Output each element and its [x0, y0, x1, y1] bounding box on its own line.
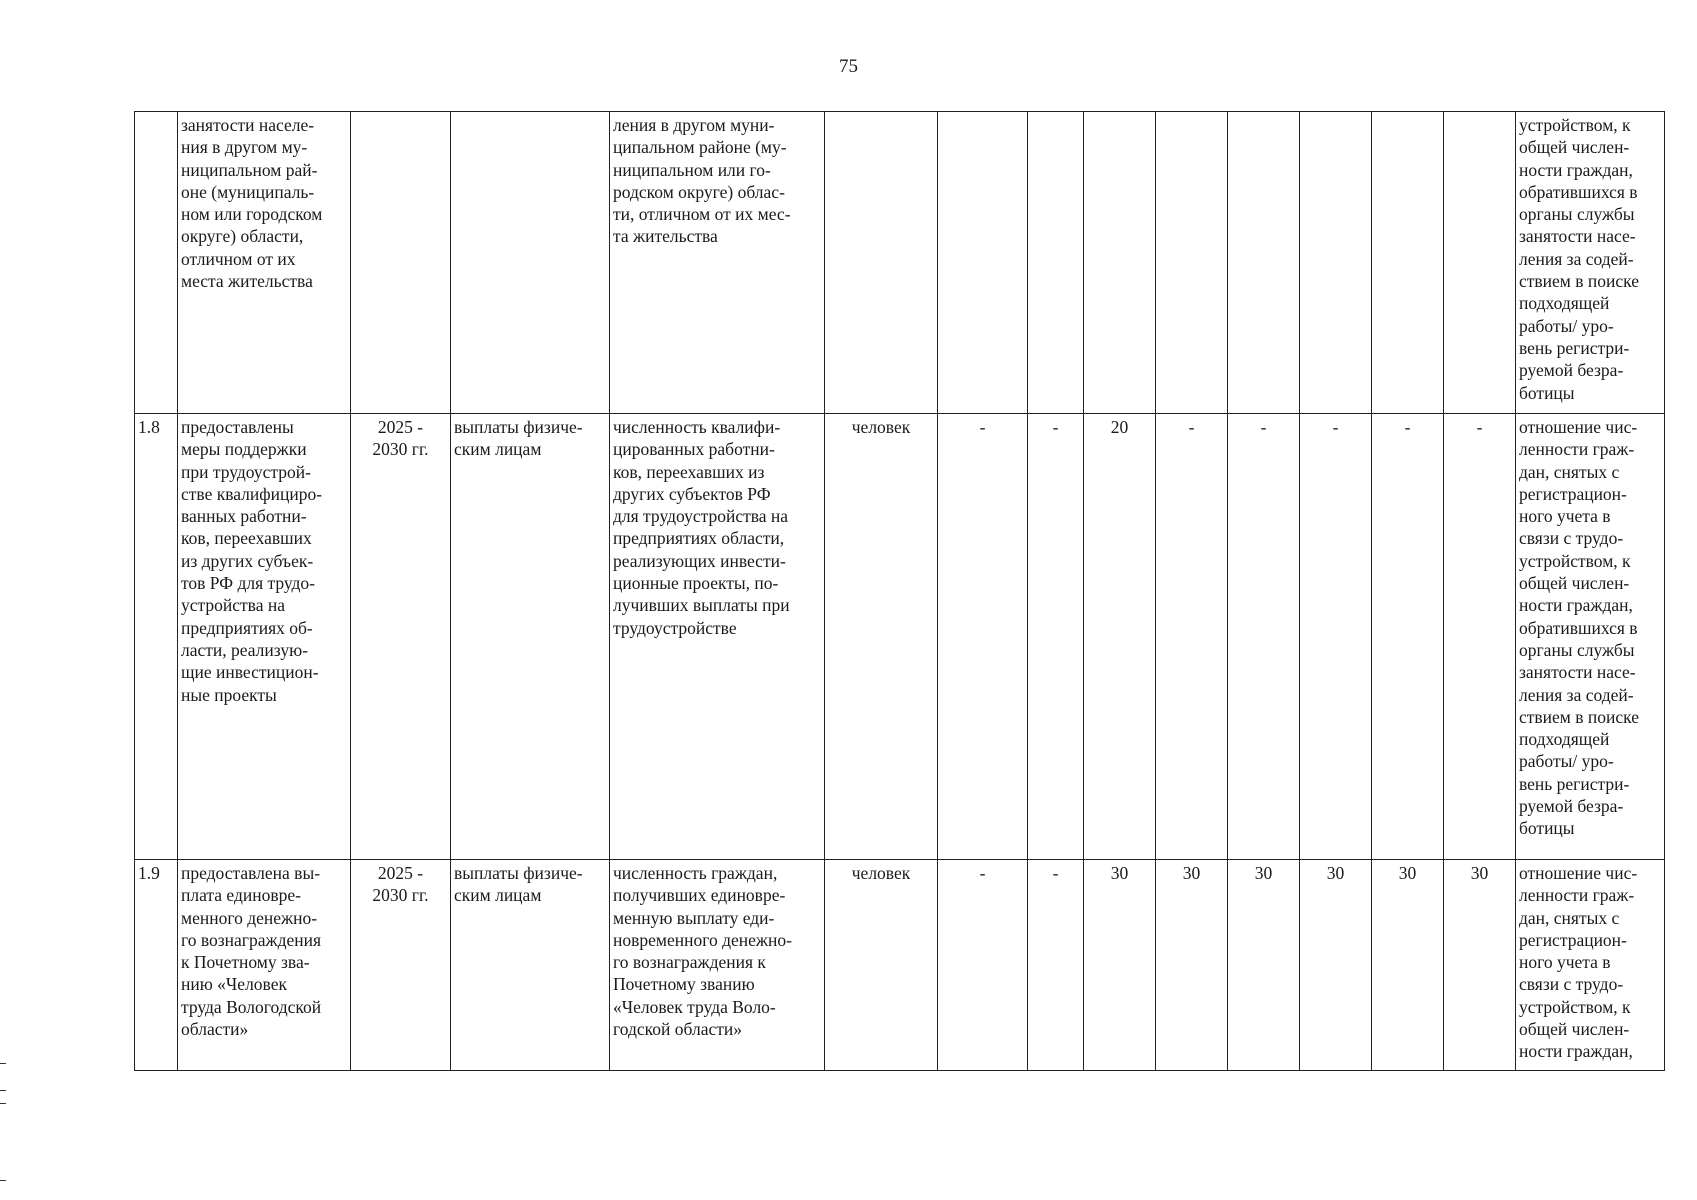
- value-cell-8: -: [1444, 414, 1516, 860]
- row-number-cell: [135, 112, 178, 414]
- value-cell-1: -: [938, 860, 1028, 1071]
- event-cell: предоставлены меры поддержки при трудоустрой- стве квалифициро- ванных работни- ков, переехавших из других субъек- тов РФ для трудо- устройства на предприятиях об- ласти, реализую- щие инвестицион- ные проекты: [178, 414, 351, 860]
- support-type-cell: выплаты физиче- ским лицам: [451, 860, 610, 1071]
- table-row: [135, 414, 1665, 860]
- value-cell-5: [1228, 112, 1300, 414]
- value-cell-8: [1444, 112, 1516, 414]
- period-cell: 2025 - 2030 гг.: [351, 414, 451, 860]
- value-cell-3: 30: [1084, 860, 1156, 1071]
- value-cell-4: [1156, 112, 1228, 414]
- value-cell-6: [1300, 112, 1372, 414]
- indicator-cell: численность квалифи- цированных работни- ков, переехавших из других субъектов РФ для трудоустройства на предприятиях области, реализующих инвести- ционные проекты, по- лучивших выплаты при трудоустройстве: [610, 414, 825, 860]
- indicator-cell: численность граждан, получивших единовре- менную выплату еди- новременного денежно- го вознаграждения к Почетному званию «Человек труда Воло- годской области»: [610, 860, 825, 1071]
- value-cell-5: 30: [1228, 860, 1300, 1071]
- unit-cell: [825, 112, 938, 414]
- value-cell-8: 30: [1444, 860, 1516, 1071]
- margin-mark: [0, 1103, 6, 1104]
- value-cell-3: [1084, 112, 1156, 414]
- value-cell-2: [1028, 112, 1084, 414]
- value-cell-7: -: [1372, 414, 1444, 860]
- value-cell-3: 20: [1084, 414, 1156, 860]
- unit-cell: человек: [825, 860, 938, 1071]
- value-cell-4: -: [1156, 414, 1228, 860]
- support-type-cell: [451, 112, 610, 414]
- value-cell-7: 30: [1372, 860, 1444, 1071]
- result-indicator-cell: устройством, к общей числен- ности граждан, обратившихся в органы службы занятости насе- ления за содей- ствием в поиске подходящей работы/ уро- вень регистри- руемой безра- ботицы: [1516, 112, 1665, 414]
- value-cell-1: -: [938, 414, 1028, 860]
- support-type-cell: выплаты физиче- ским лицам: [451, 414, 610, 860]
- value-cell-4: 30: [1156, 860, 1228, 1071]
- period-cell: [351, 112, 451, 414]
- result-indicator-cell: отношение чис- ленности граж- дан, снятых с регистрацион- ного учета в связи с трудо- устройством, к общей числен- ности граждан, обратившихся в органы службы занятости насе- ления за содей- ствием в поиске подходящей работы/ уро- вень регистри- руемой безра- ботицы: [1516, 414, 1665, 860]
- indicator-cell: ления в другом муни- ципальном районе (му- ниципальном или го- родском округе) облас- ти, отличном от их мес- та жительства: [610, 112, 825, 414]
- value-cell-6: -: [1300, 414, 1372, 860]
- result-indicator-cell: отношение чис- ленности граж- дан, снятых с регистрацион- ного учета в связи с трудо- устройством, к общей числен- ности граждан,: [1516, 860, 1665, 1071]
- margin-mark: [0, 1180, 6, 1181]
- value-cell-7: [1372, 112, 1444, 414]
- value-cell-1: [938, 112, 1028, 414]
- row-number-cell: 1.8: [135, 414, 178, 860]
- page-number: 75: [839, 56, 858, 77]
- unit-cell: человек: [825, 414, 938, 860]
- event-cell: занятости населе- ния в другом му- ниципальном рай- оне (муниципаль- ном или городском округе) области, отличном от их места жительства: [178, 112, 351, 414]
- measures-table: [134, 111, 1665, 1071]
- table-row: [135, 112, 1665, 414]
- row-number-cell: 1.9: [135, 860, 178, 1071]
- value-cell-2: -: [1028, 860, 1084, 1071]
- table-row: [135, 860, 1665, 1071]
- value-cell-5: -: [1228, 414, 1300, 860]
- margin-mark: [0, 1090, 6, 1091]
- value-cell-6: 30: [1300, 860, 1372, 1071]
- period-cell: 2025 - 2030 гг.: [351, 860, 451, 1071]
- value-cell-2: -: [1028, 414, 1084, 860]
- margin-mark: [0, 1063, 6, 1064]
- event-cell: предоставлена вы- плата единовре- менного денежно- го вознаграждения к Почетному зва- нию «Человек труда Вологодской области»: [178, 860, 351, 1071]
